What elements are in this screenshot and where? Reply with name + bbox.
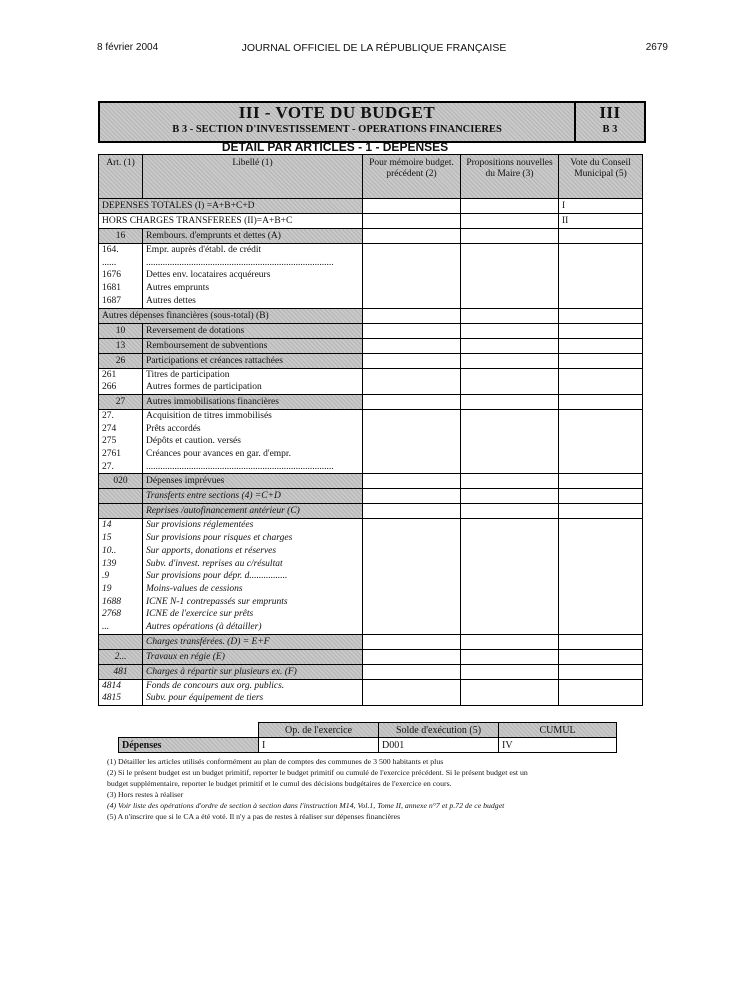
cell-memoire bbox=[363, 489, 461, 504]
cell-propositions bbox=[461, 381, 559, 394]
cell-propositions bbox=[461, 214, 559, 229]
row-code: 1687 bbox=[99, 295, 143, 308]
cell-memoire bbox=[363, 504, 461, 519]
row-code: 27. bbox=[99, 409, 143, 422]
cell-memoire bbox=[363, 282, 461, 295]
cell-memoire bbox=[363, 244, 461, 257]
table-section-row bbox=[99, 504, 643, 519]
cell-vote bbox=[559, 448, 643, 461]
row-code: 261 bbox=[99, 368, 143, 381]
cell-memoire bbox=[363, 461, 461, 474]
table-row bbox=[99, 608, 643, 621]
table-section-row bbox=[99, 649, 643, 664]
cell-memoire bbox=[363, 558, 461, 571]
cell-memoire bbox=[363, 353, 461, 368]
table-row bbox=[99, 282, 643, 295]
cell-propositions bbox=[461, 621, 559, 634]
row-code bbox=[99, 504, 143, 519]
row-label: Titres de participation bbox=[143, 368, 363, 381]
row-label: Travaux en régie (E) bbox=[143, 649, 363, 664]
row-label: Sur provisions réglementées bbox=[143, 519, 363, 532]
col-header-art: Art. (1) bbox=[99, 155, 143, 199]
table-row bbox=[99, 558, 643, 571]
table-row bbox=[99, 257, 643, 270]
cell-vote bbox=[559, 545, 643, 558]
cell-vote bbox=[559, 394, 643, 409]
table-section-row bbox=[99, 214, 643, 229]
cell-propositions bbox=[461, 244, 559, 257]
cell-memoire bbox=[363, 229, 461, 244]
cell-propositions bbox=[461, 394, 559, 409]
row-label: Autres formes de participation bbox=[143, 381, 363, 394]
row-code: 2768 bbox=[99, 608, 143, 621]
row-label: Prêts accordés bbox=[143, 423, 363, 436]
row-code: 275 bbox=[99, 435, 143, 448]
table-row bbox=[99, 381, 643, 394]
cell-propositions bbox=[461, 229, 559, 244]
cell-vote bbox=[559, 634, 643, 649]
cell-vote bbox=[559, 570, 643, 583]
table-row bbox=[99, 409, 643, 422]
cell-vote bbox=[559, 381, 643, 394]
footnote: (1) Détailler les articles utilisés conformément au plan de comptes des communes de 3 500 habitants et plus bbox=[107, 757, 444, 766]
row-code: 13 bbox=[99, 338, 143, 353]
table-header-row bbox=[99, 155, 643, 199]
header-page-number: 2679 bbox=[645, 42, 668, 53]
cell-vote bbox=[559, 257, 643, 270]
table-row bbox=[99, 570, 643, 583]
row-code: 266 bbox=[99, 381, 143, 394]
footnote: budget supplémentaire, reporter le budget primitif et le cumul des décisions budgétaires de l'exercice en cours. bbox=[107, 779, 452, 788]
row-label: Sur provisions pour dépr. d................ bbox=[143, 570, 363, 583]
table-section-row bbox=[99, 394, 643, 409]
cell-memoire bbox=[363, 634, 461, 649]
summary-value-solde: D001 bbox=[379, 738, 499, 753]
budget-banner bbox=[98, 101, 646, 143]
row-code: 16 bbox=[99, 229, 143, 244]
detail-table bbox=[98, 154, 643, 706]
row-label: Autres emprunts bbox=[143, 282, 363, 295]
banner-title-block bbox=[100, 103, 576, 141]
cell-vote bbox=[559, 532, 643, 545]
cell-vote bbox=[559, 269, 643, 282]
footnote: (2) Si le présent budget est un budget primitif, reporter le budget primitif ou cumulé de l'exercice précédent. Si le présent budget est un bbox=[107, 768, 528, 777]
cell-memoire bbox=[363, 308, 461, 323]
row-code: 2761 bbox=[99, 448, 143, 461]
table-section-row bbox=[99, 474, 643, 489]
cell-vote: II bbox=[559, 214, 643, 229]
cell-memoire bbox=[363, 679, 461, 692]
row-label: Acquisition de titres immobilisés bbox=[143, 409, 363, 422]
col-header-propositions: Propositions nouvelles du Maire (3) bbox=[461, 155, 559, 199]
row-code: 10.. bbox=[99, 545, 143, 558]
row-code: 4815 bbox=[99, 692, 143, 705]
cell-propositions bbox=[461, 583, 559, 596]
cell-vote bbox=[559, 583, 643, 596]
cell-vote bbox=[559, 474, 643, 489]
row-label: Sur provisions pour risques et charges bbox=[143, 532, 363, 545]
table-row bbox=[99, 448, 643, 461]
cell-propositions bbox=[461, 596, 559, 609]
cell-propositions bbox=[461, 692, 559, 705]
row-label: Créances pour avances en gar. d'empr. bbox=[143, 448, 363, 461]
cell-vote bbox=[559, 664, 643, 679]
cell-propositions bbox=[461, 448, 559, 461]
cell-propositions bbox=[461, 323, 559, 338]
summary-header-cumul: CUMUL bbox=[499, 723, 617, 738]
summary-row-label: Dépenses bbox=[119, 738, 259, 753]
cell-memoire bbox=[363, 545, 461, 558]
cell-vote bbox=[559, 409, 643, 422]
cell-propositions bbox=[461, 295, 559, 308]
summary-header-solde: Solde d'exécution (5) bbox=[379, 723, 499, 738]
cell-memoire bbox=[363, 519, 461, 532]
summary-table bbox=[118, 722, 617, 753]
cell-vote bbox=[559, 608, 643, 621]
cell-memoire bbox=[363, 435, 461, 448]
cell-propositions bbox=[461, 532, 559, 545]
cell-propositions bbox=[461, 489, 559, 504]
row-code: 139 bbox=[99, 558, 143, 571]
row-label: Subv. pour équipement de tiers bbox=[143, 692, 363, 705]
row-code: 164. bbox=[99, 244, 143, 257]
cell-vote bbox=[559, 621, 643, 634]
row-label: Subv. d'invest. reprises au c/résultat bbox=[143, 558, 363, 571]
cell-memoire bbox=[363, 257, 461, 270]
cell-propositions bbox=[461, 409, 559, 422]
cell-memoire bbox=[363, 583, 461, 596]
row-label: Remboursement de subventions bbox=[143, 338, 363, 353]
table-row bbox=[99, 583, 643, 596]
cell-memoire bbox=[363, 532, 461, 545]
header-journal: JOURNAL OFFICIEL DE LA RÉPUBLIQUE FRANÇAISE bbox=[241, 42, 507, 54]
cell-vote bbox=[559, 596, 643, 609]
cell-propositions bbox=[461, 570, 559, 583]
cell-propositions bbox=[461, 558, 559, 571]
row-label: ............................................................................... bbox=[143, 257, 363, 270]
cell-vote bbox=[559, 435, 643, 448]
summary-header-op: Op. de l'exercice bbox=[259, 723, 379, 738]
cell-propositions bbox=[461, 199, 559, 214]
cell-vote bbox=[559, 519, 643, 532]
row-code: 26 bbox=[99, 353, 143, 368]
cell-memoire bbox=[363, 199, 461, 214]
cell-propositions bbox=[461, 435, 559, 448]
row-code: 481 bbox=[99, 664, 143, 679]
cell-memoire bbox=[363, 423, 461, 436]
cell-vote bbox=[559, 338, 643, 353]
cell-vote bbox=[559, 649, 643, 664]
cell-memoire bbox=[363, 409, 461, 422]
table-row bbox=[99, 692, 643, 705]
cell-propositions bbox=[461, 474, 559, 489]
cell-vote bbox=[559, 282, 643, 295]
row-code: 1688 bbox=[99, 596, 143, 609]
banner-right-sub: B 3 bbox=[602, 124, 618, 135]
cell-memoire bbox=[363, 323, 461, 338]
row-label: Transferts entre sections (4) =C+D bbox=[143, 489, 363, 504]
table-row bbox=[99, 621, 643, 634]
table-row bbox=[99, 545, 643, 558]
table-row bbox=[99, 368, 643, 381]
row-code bbox=[99, 489, 143, 504]
cell-memoire bbox=[363, 338, 461, 353]
row-label: DEPENSES TOTALES (I) =A+B+C+D bbox=[99, 199, 363, 214]
row-label: Moins-values de cessions bbox=[143, 583, 363, 596]
row-code: 2... bbox=[99, 649, 143, 664]
cell-memoire bbox=[363, 448, 461, 461]
cell-propositions bbox=[461, 269, 559, 282]
row-label: Dettes env. locataires acquéreurs bbox=[143, 269, 363, 282]
table-row bbox=[99, 532, 643, 545]
cell-vote: I bbox=[559, 199, 643, 214]
table-section-row bbox=[99, 199, 643, 214]
cell-memoire bbox=[363, 474, 461, 489]
row-code: 14 bbox=[99, 519, 143, 532]
cell-memoire bbox=[363, 295, 461, 308]
cell-memoire bbox=[363, 596, 461, 609]
banner-right-title: III bbox=[599, 103, 621, 122]
row-label: Sur apports, donations et réserves bbox=[143, 545, 363, 558]
cell-propositions bbox=[461, 649, 559, 664]
row-code: 020 bbox=[99, 474, 143, 489]
cell-propositions bbox=[461, 257, 559, 270]
row-label: Autres dépenses financières (sous-total) (B) bbox=[99, 308, 363, 323]
cell-propositions bbox=[461, 338, 559, 353]
summary-value-op: I bbox=[259, 738, 379, 753]
banner-subtitle: B 3 - SECTION D'INVESTISSEMENT - OPERATIONS FINANCIERES bbox=[172, 124, 502, 135]
cell-propositions bbox=[461, 664, 559, 679]
footnote: (3) Hors restes à réaliser bbox=[107, 790, 184, 799]
cell-memoire bbox=[363, 649, 461, 664]
row-label: Autres immobilisations financières bbox=[143, 394, 363, 409]
table-row bbox=[99, 461, 643, 474]
row-code: 274 bbox=[99, 423, 143, 436]
cell-vote bbox=[559, 229, 643, 244]
row-code bbox=[99, 634, 143, 649]
cell-vote bbox=[559, 368, 643, 381]
footnote: (5) A n'inscrire que si le CA a été voté. Il n'y a pas de restes à réaliser sur dépenses financières bbox=[107, 812, 401, 821]
cell-memoire bbox=[363, 394, 461, 409]
cell-propositions bbox=[461, 423, 559, 436]
cell-vote bbox=[559, 461, 643, 474]
row-code: 1681 bbox=[99, 282, 143, 295]
row-label: HORS CHARGES TRANSFEREES (II)=A+B+C bbox=[99, 214, 363, 229]
summary-blank-cell bbox=[119, 723, 259, 738]
row-code: 15 bbox=[99, 532, 143, 545]
row-label: Rembours. d'emprunts et dettes (A) bbox=[143, 229, 363, 244]
row-label: ICNE de l'exercice sur prêts bbox=[143, 608, 363, 621]
cell-propositions bbox=[461, 308, 559, 323]
cell-memoire bbox=[363, 664, 461, 679]
row-code: 27. bbox=[99, 461, 143, 474]
cell-propositions bbox=[461, 282, 559, 295]
cell-propositions bbox=[461, 461, 559, 474]
footnote: (4) Voir liste des opérations d'ordre de section à section dans l'instruction M14, Vol.1, Tome II, annexe n°7 et p.72 de ce budget bbox=[107, 801, 505, 810]
cell-vote bbox=[559, 244, 643, 257]
row-label: Participations et créances rattachées bbox=[143, 353, 363, 368]
col-header-libelle: Libellé (1) bbox=[143, 155, 363, 199]
row-code: ... bbox=[99, 621, 143, 634]
table-section-row bbox=[99, 489, 643, 504]
banner-title: III - VOTE DU BUDGET bbox=[238, 103, 436, 122]
table-section-row bbox=[99, 664, 643, 679]
cell-memoire bbox=[363, 214, 461, 229]
cell-memoire bbox=[363, 570, 461, 583]
table-row bbox=[99, 679, 643, 692]
table-section-row bbox=[99, 323, 643, 338]
cell-vote bbox=[559, 323, 643, 338]
table-row bbox=[99, 596, 643, 609]
table-row bbox=[99, 435, 643, 448]
cell-propositions bbox=[461, 634, 559, 649]
row-label: Autres dettes bbox=[143, 295, 363, 308]
cell-propositions bbox=[461, 504, 559, 519]
row-code: 4814 bbox=[99, 679, 143, 692]
cell-propositions bbox=[461, 545, 559, 558]
table-row bbox=[99, 244, 643, 257]
cell-propositions bbox=[461, 519, 559, 532]
table-section-row bbox=[99, 229, 643, 244]
row-code: 10 bbox=[99, 323, 143, 338]
table-body bbox=[99, 199, 643, 706]
cell-propositions bbox=[461, 679, 559, 692]
row-code: 27 bbox=[99, 394, 143, 409]
cell-vote bbox=[559, 295, 643, 308]
row-label: Empr. auprès d'établ. de crédit bbox=[143, 244, 363, 257]
col-header-vote: Vote du Conseil Municipal (5) bbox=[559, 155, 643, 199]
row-label: Dépenses imprévues bbox=[143, 474, 363, 489]
row-code: ...... bbox=[99, 257, 143, 270]
col-header-memoire: Pour mémoire budget. précédent (2) bbox=[363, 155, 461, 199]
cell-vote bbox=[559, 308, 643, 323]
header-date: 8 février 2004 bbox=[97, 42, 159, 53]
cell-memoire bbox=[363, 368, 461, 381]
row-code: 19 bbox=[99, 583, 143, 596]
row-label: Fonds de concours aux org. publics. bbox=[143, 679, 363, 692]
cell-vote bbox=[559, 489, 643, 504]
summary-value-cumul: IV bbox=[499, 738, 617, 753]
table-section-row bbox=[99, 353, 643, 368]
cell-vote bbox=[559, 679, 643, 692]
table-row bbox=[99, 423, 643, 436]
row-label: ICNE N-1 contrepassés sur emprunts bbox=[143, 596, 363, 609]
cell-memoire bbox=[363, 269, 461, 282]
row-code: 1676 bbox=[99, 269, 143, 282]
row-label: Reversement de dotations bbox=[143, 323, 363, 338]
cell-memoire bbox=[363, 381, 461, 394]
cell-propositions bbox=[461, 368, 559, 381]
table-row bbox=[99, 269, 643, 282]
table-section-row bbox=[99, 338, 643, 353]
table-row bbox=[99, 519, 643, 532]
cell-vote bbox=[559, 504, 643, 519]
row-label: ............................................................................... bbox=[143, 461, 363, 474]
row-code: .9 bbox=[99, 570, 143, 583]
row-label: Autres opérations (à détailler) bbox=[143, 621, 363, 634]
banner-code-block bbox=[576, 103, 644, 141]
cell-memoire bbox=[363, 608, 461, 621]
row-label: Charges transférées. (D) = E+F bbox=[143, 634, 363, 649]
summary-depenses-row bbox=[119, 738, 617, 753]
cell-vote bbox=[559, 423, 643, 436]
table-section-row bbox=[99, 308, 643, 323]
cell-propositions bbox=[461, 353, 559, 368]
cell-memoire bbox=[363, 621, 461, 634]
summary-header-row bbox=[119, 723, 617, 738]
cell-vote bbox=[559, 558, 643, 571]
section-title: DETAIL PAR ARTICLES - 1 - DEPENSES bbox=[221, 140, 449, 154]
footnotes bbox=[107, 756, 647, 822]
row-label: Dépôts et caution. versés bbox=[143, 435, 363, 448]
cell-memoire bbox=[363, 692, 461, 705]
table-section-row bbox=[99, 634, 643, 649]
row-label: Charges à répartir sur plusieurs ex. (F) bbox=[143, 664, 363, 679]
table-row bbox=[99, 295, 643, 308]
cell-vote bbox=[559, 692, 643, 705]
cell-vote bbox=[559, 353, 643, 368]
cell-propositions bbox=[461, 608, 559, 621]
row-label: Reprises /autofinancement antérieur (C) bbox=[143, 504, 363, 519]
